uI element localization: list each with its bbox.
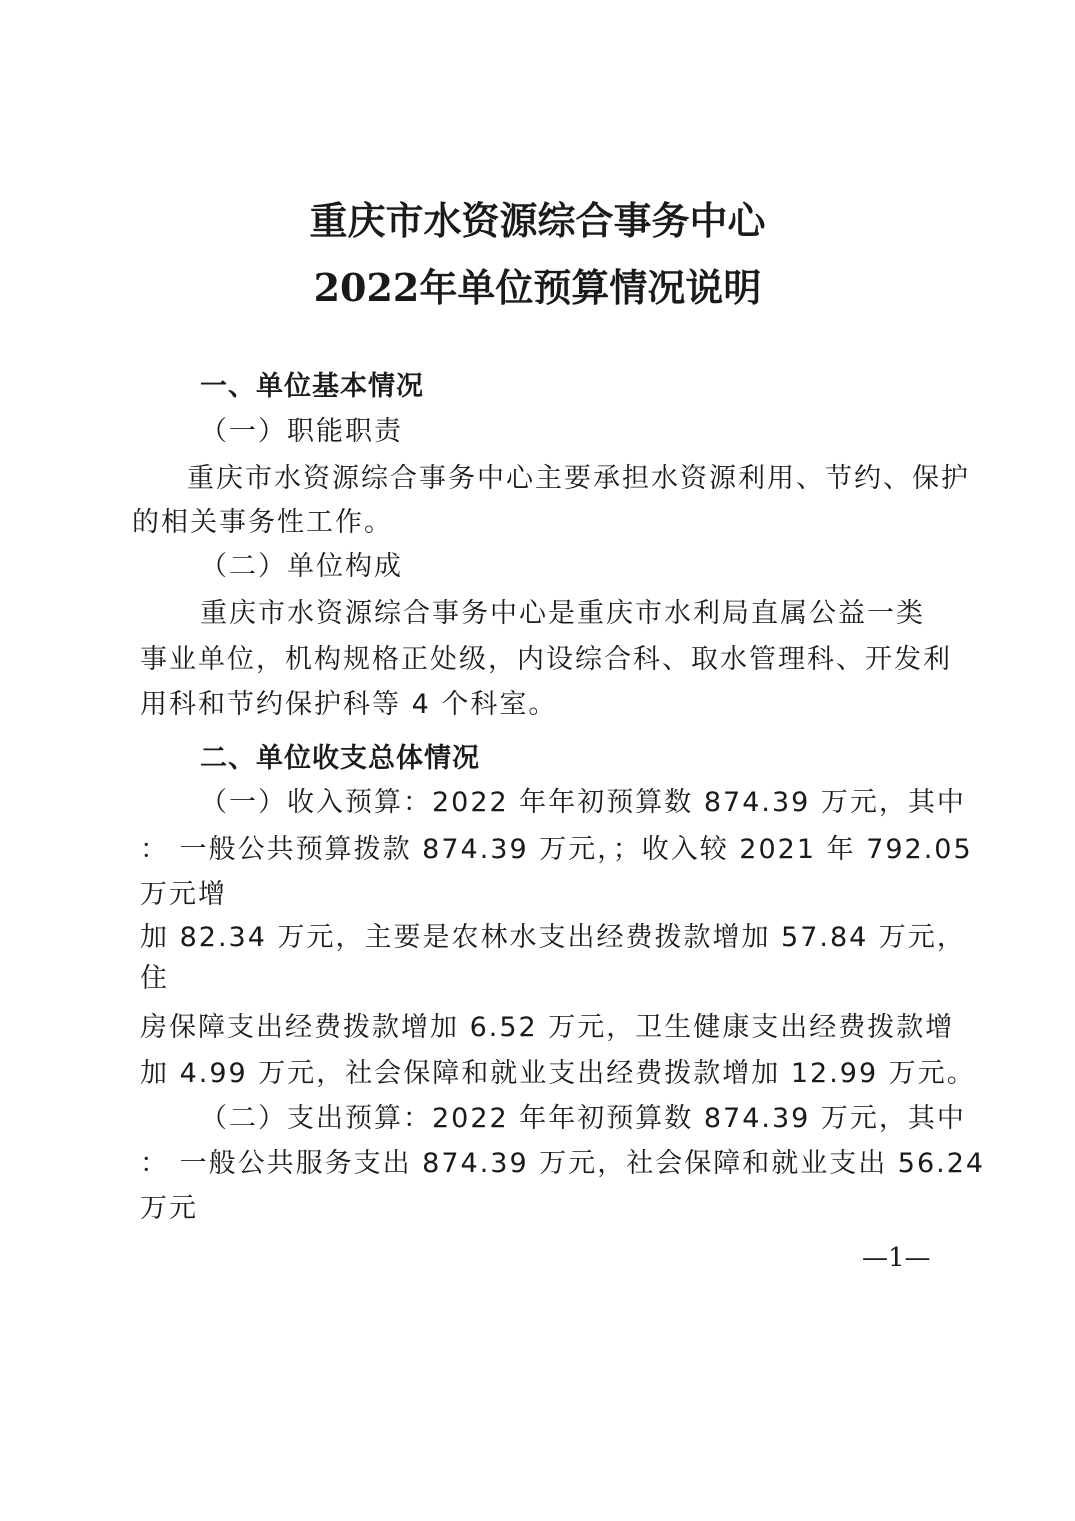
section-1-sub-1-heading: （一）职能职责 [200,416,403,447]
section-1-sub-2-paragraph-line: 用科和节约保护科等 4 个科室。 [140,689,558,720]
section-2-heading: 二、单位收支总体情况 [200,743,480,774]
income-budget-line: ： 一般公共预算拨款 874.39 万元，；收入较 2021 年 792.05 [140,834,973,865]
income-budget-line: 住 [140,963,169,994]
section-1-sub-2-paragraph-line: 重庆市水资源综合事务中心是重庆市水利局直属公益一类 [200,598,925,629]
income-budget-line: 房保障支出经费拨款增加 6.52 万元，卫生健康支出经费拨款增 [140,1012,955,1043]
page-number: —1— [862,1243,931,1273]
section-1-sub-1-paragraph-line: 的相关事务性工作。 [132,507,393,538]
document-title-line-2: 2022年单位预算情况说明 [313,265,762,310]
income-budget-line: 加 4.99 万元，社会保障和就业支出经费拨款增加 12.99 万元。 [140,1058,976,1089]
document-title-line-1: 重庆市水资源综合事务中心 [309,198,766,243]
section-1-sub-2-paragraph-line: 事业单位，机构规格正处级，内设综合科、取水管理科、开发利 [140,644,952,675]
income-budget-line: 加 82.34 万元，主要是农林水支出经费拨款增加 57.84 万元， [140,922,966,953]
expense-budget-line: ： 一般公共服务支出 874.39 万元，社会保障和就业支出 56.24 [140,1148,986,1179]
section-1-sub-2-heading: （二）单位构成 [200,551,403,582]
section-1-sub-1-paragraph-line: 重庆市水资源综合事务中心主要承担水资源利用、节约、保护 [187,463,970,494]
expense-budget-line: （二）支出预算：2022 年年初预算数 874.39 万元，其中 [200,1103,966,1134]
section-1-heading: 一、单位基本情况 [200,371,424,402]
income-budget-line: （一）收入预算：2022 年年初预算数 874.39 万元，其中 [200,787,966,818]
income-budget-line: 万元增 [140,879,227,910]
expense-budget-line: 万元 [140,1193,198,1224]
